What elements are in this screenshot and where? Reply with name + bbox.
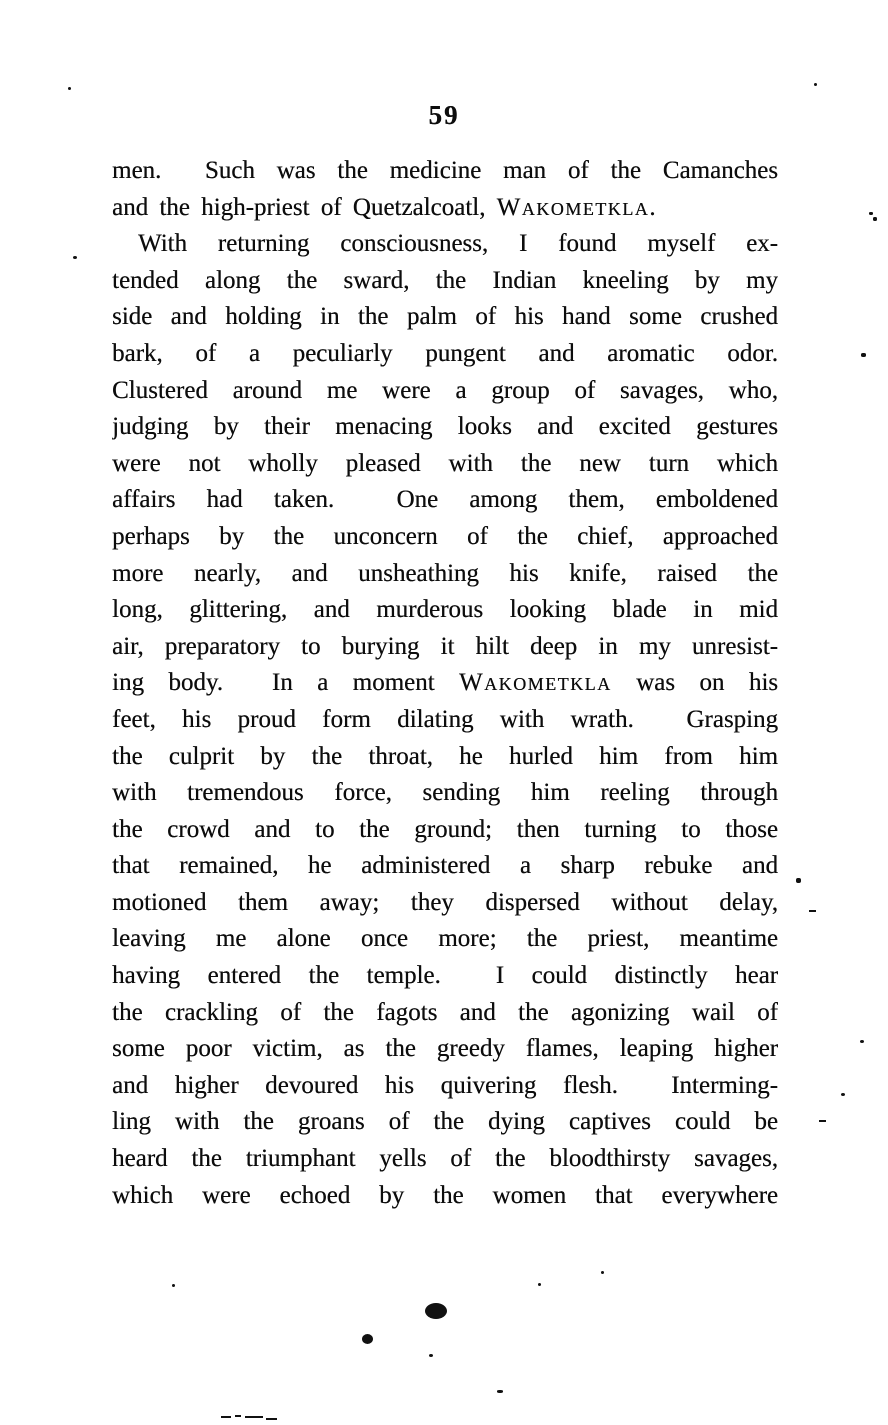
text-line bbox=[112, 556, 778, 593]
text-segment: . bbox=[649, 193, 656, 221]
text-line bbox=[112, 885, 778, 922]
text-segment: judging by their menacing looks and excited gestures bbox=[112, 413, 778, 441]
ink-speck bbox=[73, 256, 77, 259]
text-line bbox=[112, 702, 778, 739]
text-segment: that remained, he administered a sharp rebuke and bbox=[112, 852, 778, 880]
text-line bbox=[112, 921, 778, 958]
text-segment: ing body. In a moment bbox=[112, 669, 460, 697]
text-segment: was on his bbox=[611, 669, 778, 697]
text-segment: and higher devoured his quivering flesh. Interming- bbox=[112, 1071, 778, 1099]
text-line bbox=[112, 482, 778, 519]
ink-speck bbox=[819, 1120, 826, 1122]
text-line bbox=[112, 995, 778, 1032]
ink-speck bbox=[796, 878, 801, 883]
text-line bbox=[112, 665, 778, 702]
text-line bbox=[112, 629, 778, 666]
ink-speck bbox=[873, 217, 877, 221]
ink-speck bbox=[266, 1418, 277, 1420]
text-segment: heard the triumphant yells of the bloodthirsty savages, bbox=[112, 1145, 778, 1173]
text-segment: men. Such was the medicine man of the Camanches bbox=[112, 157, 778, 184]
text-line bbox=[112, 739, 778, 776]
text-segment: feet, his proud form dilating with wrath. Grasping bbox=[112, 705, 778, 733]
text-segment: bark, of a peculiarly pungent and aromatic odor. bbox=[112, 339, 778, 367]
ink-speck bbox=[814, 83, 817, 86]
text-segment: leaving me alone once more; the priest, meantime bbox=[112, 925, 778, 953]
ink-speck bbox=[538, 1283, 541, 1286]
text-segment: air, preparatory to burying it hilt deep in my unresist- bbox=[112, 632, 778, 660]
ink-speck bbox=[235, 1415, 241, 1417]
text-line bbox=[112, 1178, 778, 1215]
text-line bbox=[112, 336, 778, 373]
proper-name-smallcaps: Wakometkla bbox=[496, 193, 650, 221]
ink-speck bbox=[809, 910, 816, 912]
text-line bbox=[112, 153, 778, 190]
ink-speck bbox=[425, 1303, 447, 1319]
text-segment: which were echoed by the women that everywhere bbox=[112, 1181, 778, 1209]
ink-speck bbox=[362, 1334, 373, 1344]
text-segment: the culprit by the throat, he hurled him from him bbox=[112, 742, 778, 770]
ink-speck bbox=[601, 1271, 604, 1274]
text-line bbox=[112, 812, 778, 849]
text-line bbox=[112, 1104, 778, 1141]
ink-speck bbox=[172, 1284, 175, 1287]
text-line bbox=[112, 519, 778, 556]
text-segment: some poor victim, as the greedy flames, leaping higher bbox=[112, 1035, 778, 1063]
text-line bbox=[112, 446, 778, 483]
text-segment: side and holding in the palm of his hand some crushed bbox=[112, 303, 778, 331]
text-segment: long, glittering, and murderous looking blade in mid bbox=[112, 596, 778, 624]
ink-speck bbox=[68, 87, 71, 90]
text-line bbox=[112, 1031, 778, 1068]
text-segment: with tremendous force, sending him reeling through bbox=[112, 779, 778, 807]
text-segment: the crackling of the fagots and the agonizing wail of bbox=[112, 998, 778, 1026]
ink-speck bbox=[497, 1390, 503, 1393]
ink-speck bbox=[429, 1354, 433, 1357]
text-line bbox=[112, 226, 778, 263]
text-segment: Clustered around me were a group of savages, who, bbox=[112, 376, 778, 404]
text-line bbox=[112, 775, 778, 812]
text-segment: motioned them away; they dispersed without delay, bbox=[112, 888, 778, 916]
text-line bbox=[112, 592, 778, 629]
ink-speck bbox=[841, 1093, 845, 1096]
text-line bbox=[112, 1068, 778, 1105]
text-segment: were not wholly pleased with the new turn which bbox=[112, 449, 778, 477]
body-text-block bbox=[112, 153, 778, 1214]
ink-speck bbox=[245, 1416, 263, 1418]
text-segment: affairs had taken. One among them, emboldened bbox=[112, 486, 778, 514]
page-number: 59 bbox=[428, 100, 460, 130]
text-segment: more nearly, and unsheathing his knife, raised the bbox=[112, 559, 778, 587]
text-line bbox=[112, 848, 778, 885]
text-line bbox=[112, 373, 778, 410]
text-segment: tended along the sward, the Indian kneeling by my bbox=[112, 266, 778, 294]
ink-speck bbox=[860, 1040, 864, 1043]
text-segment: perhaps by the unconcern of the chief, approached bbox=[112, 522, 778, 550]
text-line bbox=[112, 263, 778, 300]
text-line bbox=[112, 958, 778, 995]
text-line bbox=[112, 409, 778, 446]
text-segment: the crowd and to the ground; then turning to those bbox=[112, 815, 778, 843]
text-segment: With returning consciousness, I found myself ex- bbox=[138, 230, 778, 258]
text-line bbox=[112, 1141, 778, 1178]
text-segment: and the high-priest of Quetzalcoatl, bbox=[112, 193, 497, 221]
proper-name-smallcaps: Wakometkla bbox=[459, 669, 612, 697]
text-line bbox=[112, 299, 778, 336]
text-line bbox=[112, 190, 778, 227]
text-segment: having entered the temple. I could distinctly hear bbox=[112, 962, 778, 990]
ink-speck bbox=[869, 212, 873, 215]
text-segment: ling with the groans of the dying captives could be bbox=[112, 1108, 778, 1136]
ink-speck bbox=[221, 1416, 231, 1418]
ink-speck bbox=[861, 353, 866, 357]
